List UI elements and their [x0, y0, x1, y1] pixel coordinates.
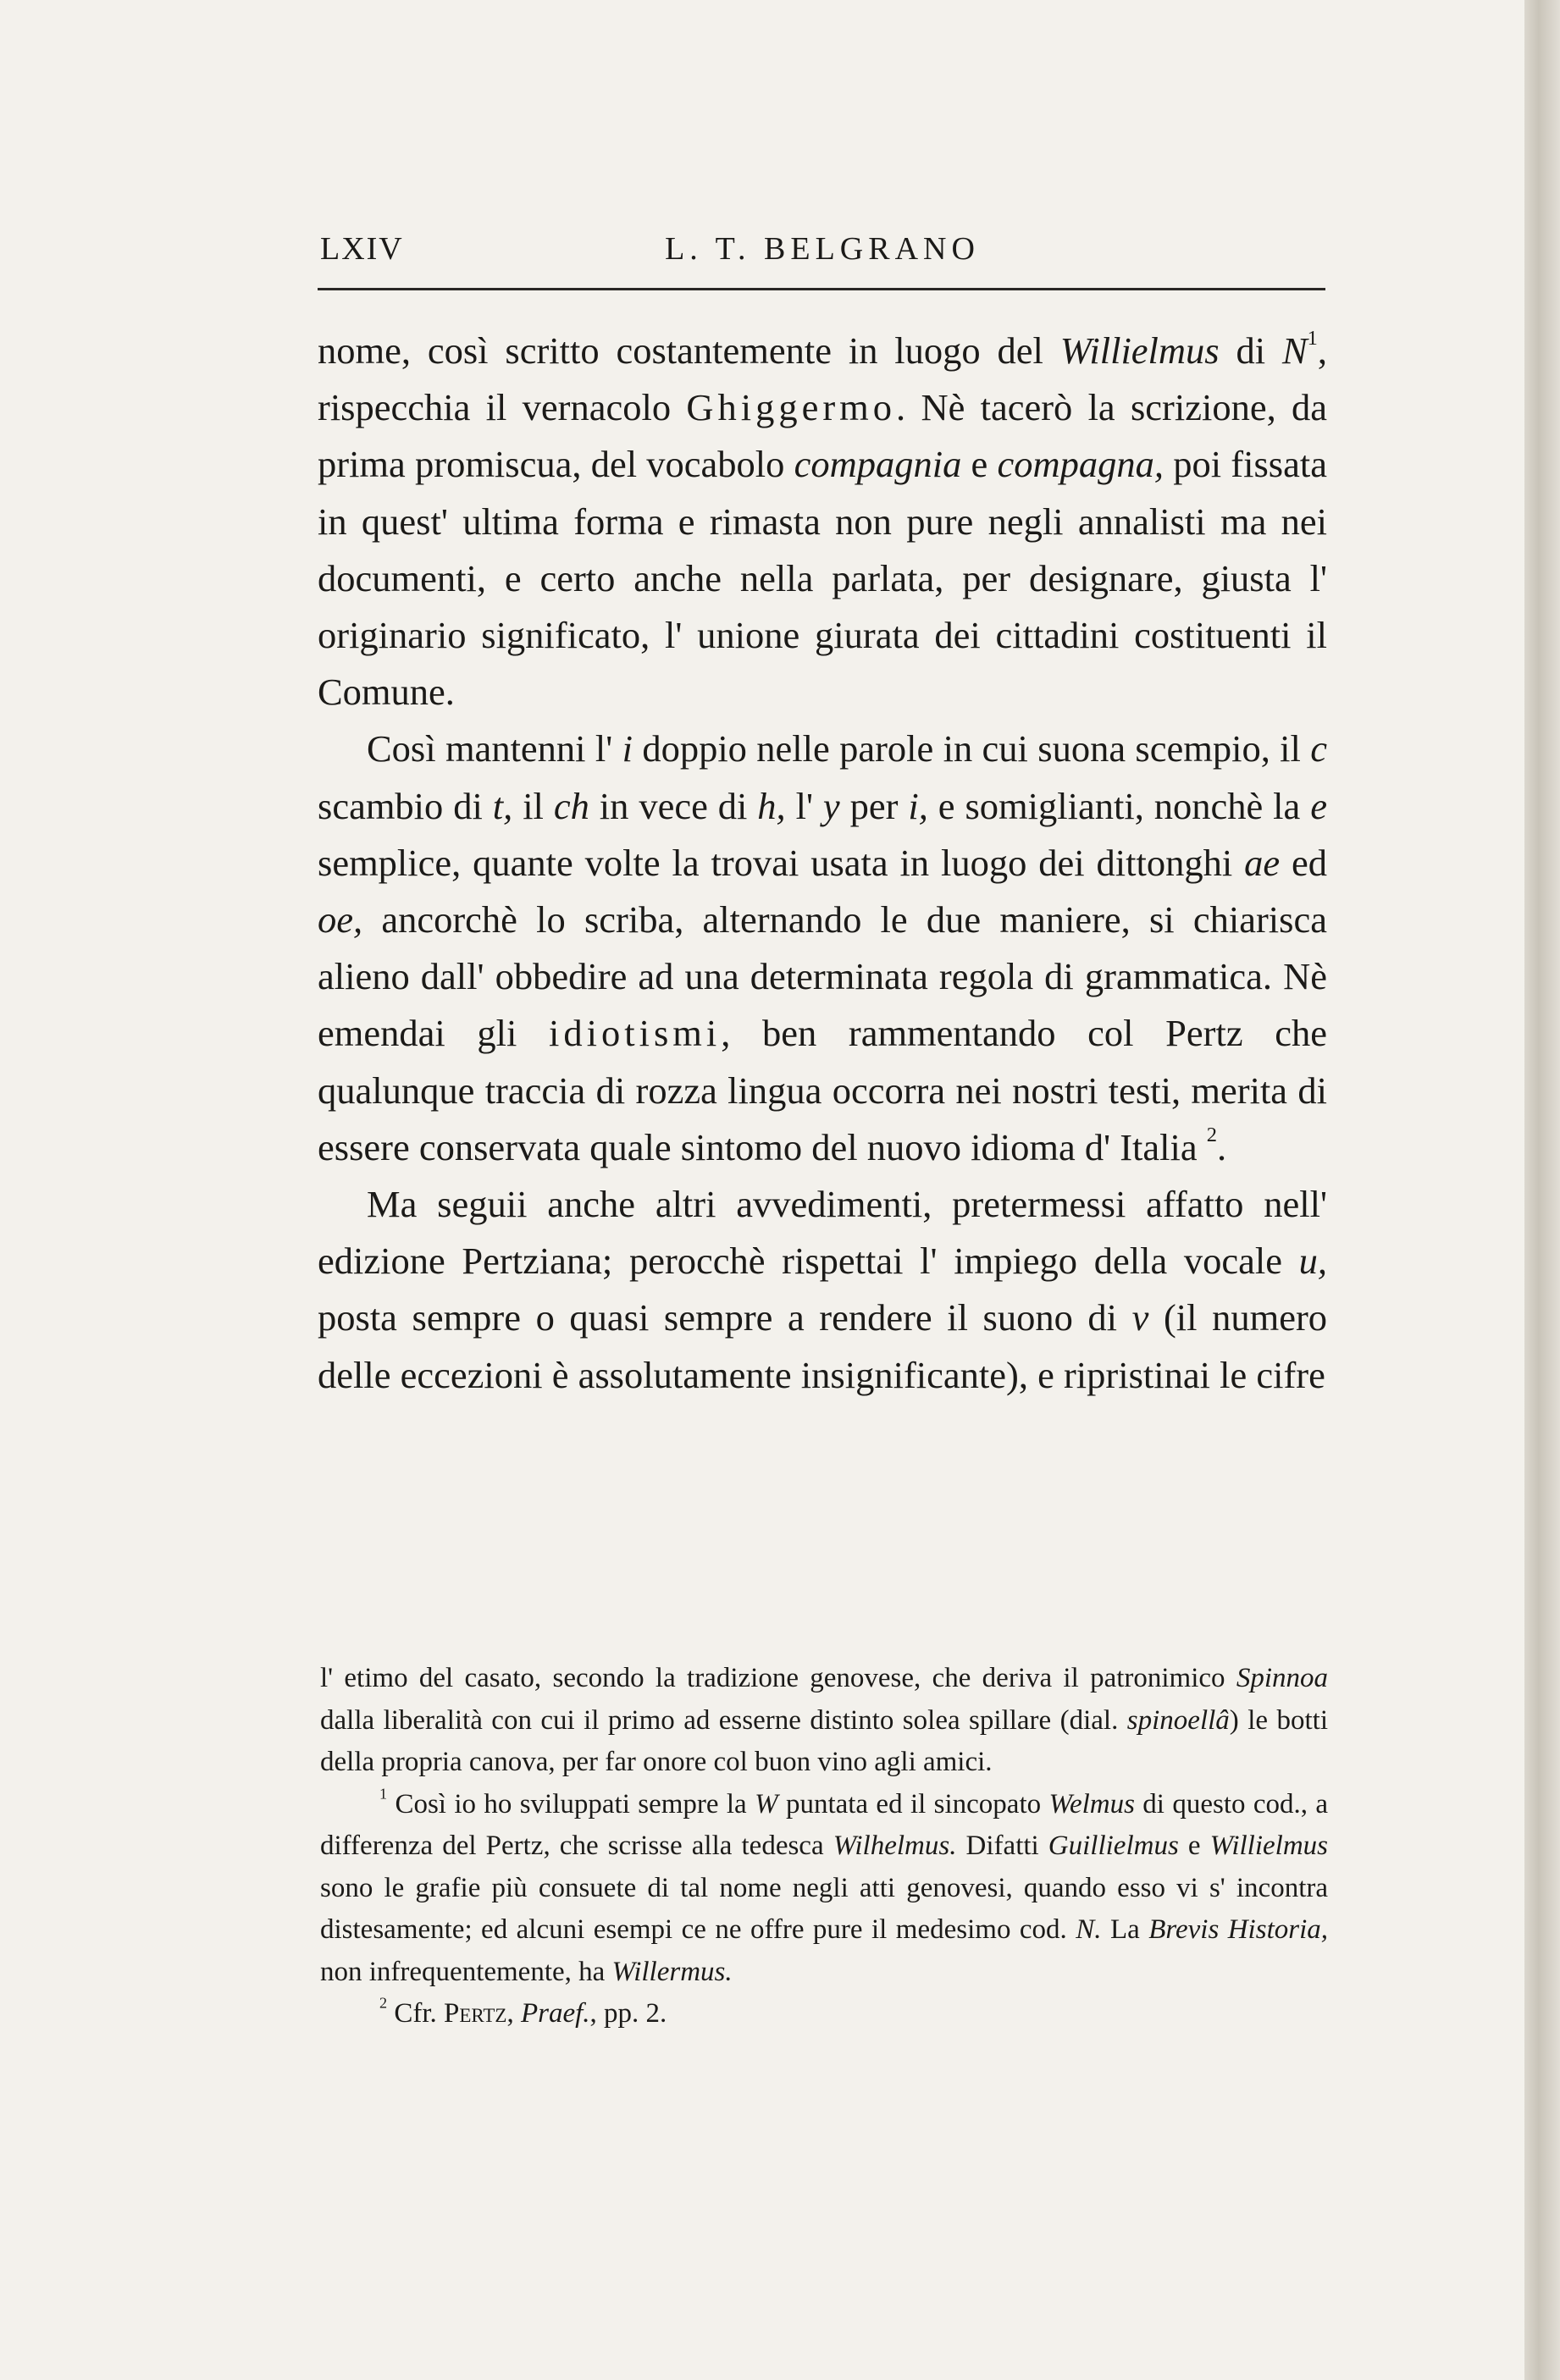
running-title: L. T. BELGRANO	[665, 231, 980, 267]
footnotes	[320, 1658, 1328, 2035]
paragraph-1: nome, così scritto costantemente in luogo del Willielmus di $N^1$, rispecchia il vernacolo Ghiggermo. Nè tacerò la scrizione, da prima promiscua, del vocabolo compagnia e compagna, poi fissata in quest' ultima forma e rimasta non pure negli annalisti ma nei documenti, e certo anche nella parlata, per designare, giusta l' originario significato, l' unione giurata dei cittadini costituenti il Comune.	[318, 326, 1327, 714]
footnote-number-2: 2	[379, 1994, 388, 2012]
footnote-2: $^2$ Cfr. Pertz, Praef., pp. 2.	[379, 1994, 667, 2029]
page-header	[320, 230, 1325, 281]
footnote-1: $^1$ Così io ho sviluppati sempre la W puntata ed il sincopato Welmus di questo cod., a differenza del Pertz, che scrisse alla tedesca Wilhelmus. Difatti Guillielmus e Willielmus sono le grafie più consuete di tal nome negli atti genovesi, quando esso vi s' incontra distesamente; ed alcuni esempi ce ne offre pure il medesimo cod. N. La Brevis Historia, non infrequentemente, ha Willermus.	[320, 1785, 1329, 1987]
footnote-number-1: 1	[379, 1785, 388, 1803]
page-edge	[1524, 0, 1560, 2380]
paragraph-2: Così mantenni l' i doppio nelle parole in cui suona scempio, il c scambio di t, il ch in vece di h, l' y per i, e somiglianti, nonchè la e semplice, quante volte la trovai usata in luogo dei dittonghi ae ed oe, ancorchè lo scriba, alternando le due maniere, si chiarisca alieno dall' obbedire ad una determinata regola di grammatica. Nè emendai gli idiotismi, ben rammentando col Pertz che qualunque traccia di rozza lingua occorra nei nostri testi, merita di essere conservata quale sintomo del nuovo idioma d' Italia $^2$.	[318, 727, 1327, 1168]
main-text	[318, 323, 1327, 1404]
page-number: LXIV	[320, 231, 404, 267]
footnote-ref-2: 2	[1206, 1123, 1217, 1146]
header-rule	[318, 288, 1325, 290]
footnote-continuation: l' etimo del casato, secondo la tradizione genovese, che deriva il patronimico Spinnoa dalla liberalità con cui il primo ad esserne distinto solea spillare (dial. spinoellâ) le botti della propria canova, per far onore col buon vino agli amici.	[320, 1663, 1328, 1777]
paragraph-3: Ma seguii anche altri avvedimenti, pretermessi affatto nell' edizione Pertziana; perocchè rispettai l' impiego della vocale u, posta sempre o quasi sempre a rendere il suono di v (il numero delle eccezioni è assolutamente insignificante), e ripristinai le cifre	[318, 1183, 1328, 1396]
footnote-ref-1: 1	[1307, 326, 1318, 350]
